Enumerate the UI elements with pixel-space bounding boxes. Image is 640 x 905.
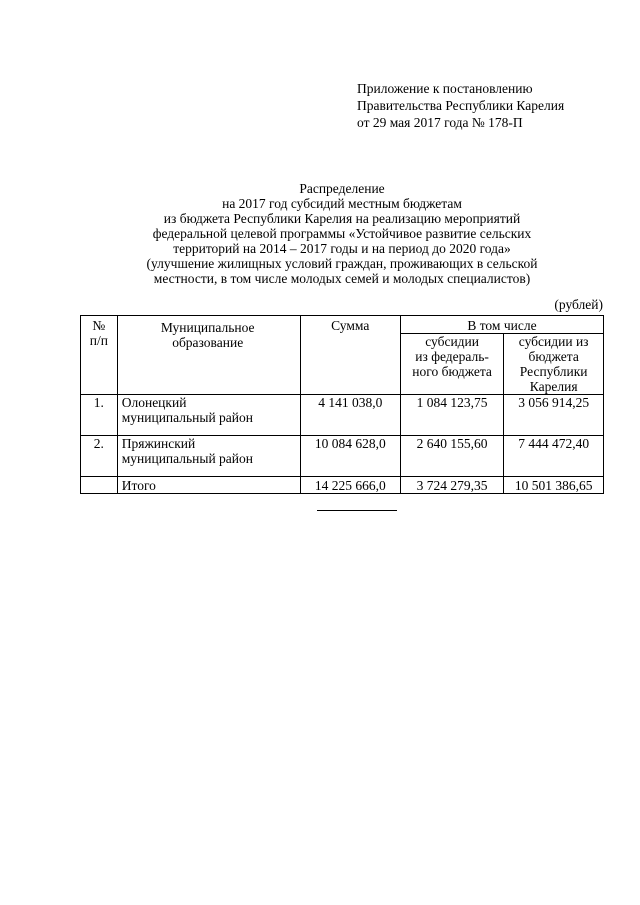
total-federal: 3 724 279,35 <box>400 477 503 494</box>
unit-label: (рублей) <box>554 297 603 312</box>
total-number-empty <box>81 477 118 494</box>
row-republic: 7 444 472,40 <box>504 436 604 477</box>
table-header-row <box>81 316 604 334</box>
header-including: В том числе <box>400 316 603 334</box>
header-federal: субсидии из федераль- ного бюджета <box>400 334 503 395</box>
heading-line: местности, в том числе молодых семей и молодых специалистов) <box>153 271 531 286</box>
closing-rule <box>317 510 397 511</box>
header-republic: субсидии из бюджета Республики Карелия <box>504 334 604 395</box>
heading-line: (улучшение жилищных условий граждан, проживающих в сельской <box>146 256 538 271</box>
heading-line: Распределение <box>299 181 385 196</box>
header-municipality: Муниципальное образование <box>117 316 300 395</box>
row-municipality: Пряжинский муниципальный район <box>117 436 300 477</box>
appendix-reference <box>357 80 564 131</box>
table-row <box>81 395 604 436</box>
row-federal: 2 640 155,60 <box>400 436 503 477</box>
row-number: 2. <box>81 436 118 477</box>
row-sum: 4 141 038,0 <box>300 395 400 436</box>
header-number: № п/п <box>81 316 118 395</box>
heading-line: на 2017 год субсидий местным бюджетам <box>222 196 462 211</box>
total-republic: 10 501 386,65 <box>504 477 604 494</box>
appendix-line: от 29 мая 2017 года № 178-П <box>357 115 523 130</box>
row-republic: 3 056 914,25 <box>504 395 604 436</box>
heading-line: из бюджета Республики Карелия на реализацию мероприятий <box>163 211 521 226</box>
total-label: Итого <box>117 477 300 494</box>
appendix-line: Правительства Республики Карелия <box>357 98 565 113</box>
heading-line: федеральной целевой программы «Устойчивое развитие сельских <box>152 226 532 241</box>
row-municipality: Олонецкий муниципальный район <box>117 395 300 436</box>
table-total-row <box>81 477 604 494</box>
header-sum: Сумма <box>300 316 400 395</box>
row-federal: 1 084 123,75 <box>400 395 503 436</box>
total-sum: 14 225 666,0 <box>300 477 400 494</box>
appendix-line: Приложение к постановлению <box>357 81 533 96</box>
document-heading <box>80 181 604 286</box>
heading-line: территорий на 2014 – 2017 годы и на период до 2020 года» <box>173 241 511 256</box>
table-row <box>81 436 604 477</box>
row-sum: 10 084 628,0 <box>300 436 400 477</box>
row-number: 1. <box>81 395 118 436</box>
distribution-table <box>80 315 604 494</box>
